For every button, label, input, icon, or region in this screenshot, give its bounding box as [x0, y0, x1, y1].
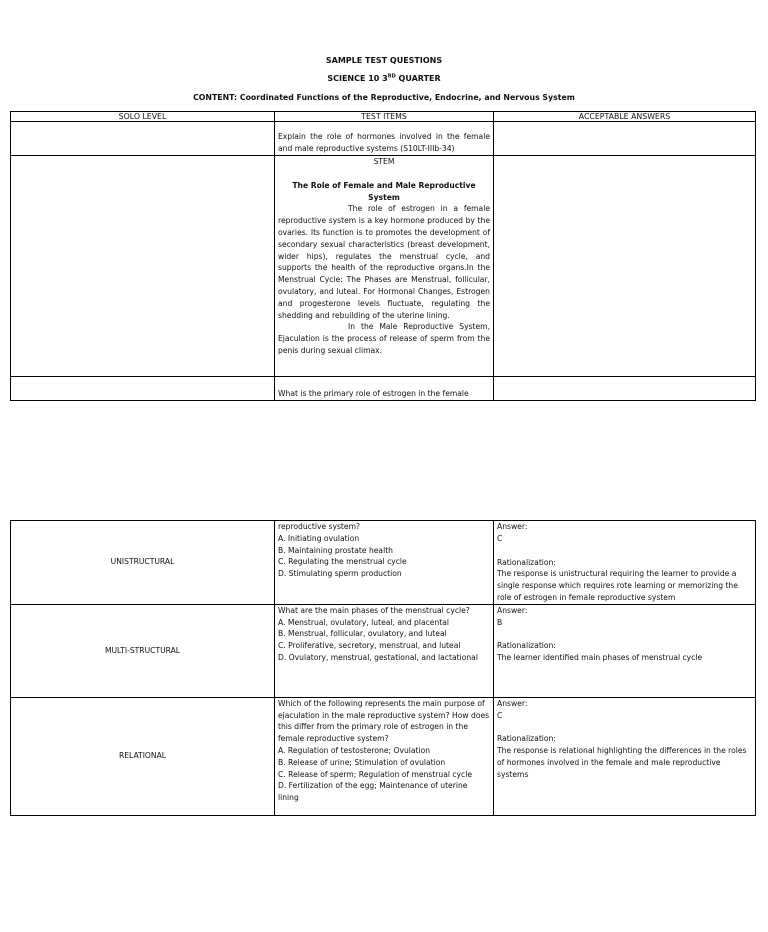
competency-cell [275, 122, 494, 156]
option-b: B. Menstrual, follicular, ovulatory, and luteal [278, 629, 447, 639]
content-line: CONTENT: Coordinated Functions of the Reproductive, Endocrine, and Nervous System [193, 93, 575, 102]
question-start-row [11, 377, 756, 401]
empty-cell [11, 122, 275, 156]
subtitle-post: QUARTER [395, 74, 441, 83]
question-text: reproductive system? [278, 522, 361, 531]
subtitle-pre: SCIENCE 10 3 [327, 74, 388, 83]
empty-cell [494, 156, 756, 377]
option-c: C. Regulating the menstrual cycle [278, 557, 407, 567]
solo-level-cell: MULTI-STRUCTURAL [11, 604, 275, 697]
answer-value: C [497, 533, 503, 543]
rationalization-text: The learner identified main phases of menstrual cycle [497, 653, 703, 663]
option-b: B. Maintaining prostate health [278, 545, 393, 555]
option-d: D. Stimulating sperm production [278, 569, 402, 579]
rationalization-text: The response is relational highlighting the differences in the roles of hormones involved in the female and male reproductive systems [497, 746, 747, 779]
solo-row-relational [11, 697, 756, 815]
stem-paragraph-2: In the Male Reproductive System, Ejaculation is the process of release of sperm from the penis during sexual climax. [278, 322, 490, 355]
col-solo-level: SOLO LEVEL [11, 112, 275, 122]
option-a: A. Menstrual, ovulatory, luteal, and placental [278, 617, 450, 627]
rationalization-label: Rationalization: [497, 641, 556, 651]
test-item-cell [275, 521, 494, 605]
answer-cell [494, 604, 756, 697]
solo-level-cell: UNISTRUCTURAL [11, 521, 275, 605]
stem-title: The Role of Female and Male Reproductive System [292, 180, 476, 202]
question-1-start: What is the primary role of estrogen in the female [275, 377, 494, 401]
stem-label: STEM [373, 157, 395, 166]
rationalization-text: The response is unistructural requiring the learner to provide a single response which requires rote learning or memorizing the role of estrogen in female reproductive system [497, 569, 738, 602]
empty-cell [494, 377, 756, 401]
doc-title: SAMPLE TEST QUESTIONS [325, 56, 443, 65]
col-test-items: TEST ITEMS [275, 112, 494, 122]
empty-cell [11, 377, 275, 401]
stem-cell [275, 156, 494, 377]
questions-table-page1 [10, 111, 756, 401]
question-text: Which of the following represents the main purpose of ejaculation in the male reproductive system? How does this differ from the primary role of estrogen in the female reproductive system? [278, 698, 490, 744]
stem-paragraph-1: The role of estrogen in a female reproductive system is a key hormone produced by the ovaries. Its function is to promotes the development of secondary sexual characteristics (breast development, wider hips), regulates the menstrual cycle, and supports the health of the reproductive organs.In the Menstrual Cycle: The Phases are Menstrual, follicular, ovulatory, and luteal. For Hormonal Changes, Estrogen and progesterone levels fluctuate, regulating the shedding and rebuilding of the uterine lining. [278, 204, 490, 320]
empty-cell [494, 122, 756, 156]
col-acceptable-answers: ACCEPTABLE ANSWERS [494, 112, 756, 122]
rationalization-label: Rationalization: [497, 734, 556, 744]
option-a: A. Initiating ovulation [278, 533, 360, 543]
questions-table-page2 [10, 520, 756, 816]
answer-cell [494, 521, 756, 605]
competency-text: Explain the role of hormones involved in the female and male reproductive systems (S10LT-IIIb-34) [278, 132, 490, 154]
test-item-cell [275, 697, 494, 815]
rationalization-label: Rationalization: [497, 557, 556, 567]
competency-row [11, 122, 756, 156]
subtitle-sup: RD [387, 73, 396, 80]
solo-row-unistructural [11, 521, 756, 605]
option-d: D. Ovulatory, menstrual, gestational, and lactational [278, 652, 478, 662]
question-text: What are the main phases of the menstrual cycle? [278, 605, 470, 615]
doc-subtitle [0, 73, 768, 85]
answer-cell [494, 697, 756, 815]
answer-label: Answer: [497, 522, 528, 531]
solo-row-multi-structural [11, 604, 756, 697]
answer-label: Answer: [497, 605, 528, 615]
option-c: C. Release of sperm; Regulation of menstrual cycle [278, 769, 473, 779]
option-a: A. Regulation of testosterone; Ovulation [278, 745, 431, 755]
solo-level-cell: RELATIONAL [11, 697, 275, 815]
answer-value: C [497, 710, 503, 720]
empty-cell [11, 156, 275, 377]
option-b: B. Release of urine; Stimulation of ovulation [278, 757, 446, 767]
table-header-row [11, 112, 756, 122]
stem-row [11, 156, 756, 377]
option-d: D. Fertilization of the egg; Maintenance of uterine lining [278, 781, 468, 803]
answer-label: Answer: [497, 698, 528, 708]
test-item-cell [275, 604, 494, 697]
option-c: C. Proliferative, secretory, menstrual, and luteal [278, 641, 461, 651]
answer-value: B [497, 617, 503, 627]
